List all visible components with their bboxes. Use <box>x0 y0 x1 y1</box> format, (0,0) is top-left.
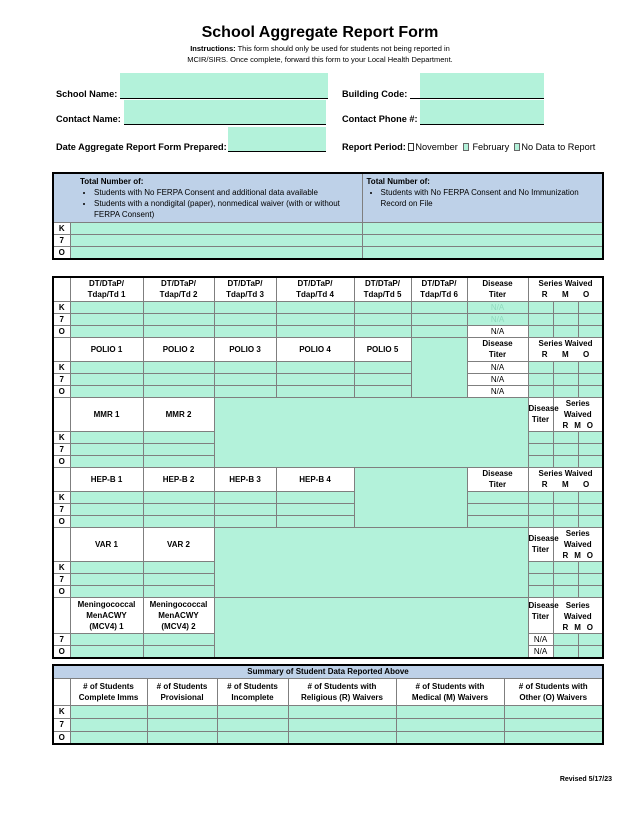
cell[interactable] <box>354 361 411 373</box>
cell[interactable] <box>528 385 553 397</box>
cell[interactable] <box>143 325 214 337</box>
hepb-1-header: HEP-B 1 <box>70 467 143 491</box>
cell[interactable] <box>143 503 214 515</box>
cell[interactable] <box>70 718 147 731</box>
row-label: 7 <box>53 573 70 585</box>
february-checkbox[interactable] <box>463 143 469 151</box>
unused-block <box>214 597 528 658</box>
disease-titer-header: Disease Titer <box>467 467 528 491</box>
unused-block <box>354 467 467 527</box>
cell[interactable] <box>553 361 578 373</box>
summary-title: Summary of Student Data Reported Above <box>53 665 603 678</box>
dtap-5-header: DT/DTaP/ Tdap/Td 5 <box>354 277 411 301</box>
cell[interactable] <box>553 573 578 585</box>
series-waived-header: Series Waived R M O <box>553 527 603 561</box>
disease-titer-header: Disease Titer <box>528 597 553 633</box>
var-1-header: VAR 1 <box>70 527 143 561</box>
cell[interactable] <box>147 705 217 718</box>
cell[interactable] <box>578 645 603 658</box>
cell[interactable] <box>354 385 411 397</box>
cell[interactable] <box>578 633 603 645</box>
mcv-2-header: Meningococcal MenACWY (MCV4) 2 <box>143 597 214 633</box>
cell[interactable] <box>578 361 603 373</box>
building-code-label: Building Code: <box>342 89 408 99</box>
cell[interactable] <box>214 503 276 515</box>
cell[interactable] <box>217 731 288 744</box>
cell[interactable] <box>70 455 143 467</box>
cell[interactable] <box>578 385 603 397</box>
summary-col-other: # of Students with Other (O) Waivers <box>504 678 603 705</box>
cell[interactable] <box>70 301 143 313</box>
cell[interactable] <box>276 301 354 313</box>
row-label: K <box>53 301 70 313</box>
totals-right-item: • Students with No FERPA Consent and No Immunization Record on File <box>381 187 599 209</box>
mcv-header-row <box>53 597 603 633</box>
report-period-label: Report Period: <box>342 142 406 152</box>
cell[interactable] <box>578 431 603 443</box>
cell[interactable] <box>553 633 578 645</box>
cell[interactable] <box>143 561 214 573</box>
series-waived-header: Series Waived R M O <box>528 337 603 361</box>
cell[interactable] <box>354 325 411 337</box>
cell[interactable] <box>276 325 354 337</box>
row-label: K <box>53 491 70 503</box>
cell[interactable] <box>276 515 354 527</box>
series-waived-header: Series Waived R M O <box>553 597 603 633</box>
cell[interactable] <box>553 585 578 597</box>
cell[interactable] <box>354 313 411 325</box>
var-2-header: VAR 2 <box>143 527 214 561</box>
cell[interactable] <box>553 455 578 467</box>
dtap-2-header: DT/DTaP/ Tdap/Td 2 <box>143 277 214 301</box>
instructions <box>150 43 490 65</box>
polio-header-row <box>53 337 603 361</box>
cell[interactable] <box>143 431 214 443</box>
hepb-3-header: HEP-B 3 <box>214 467 276 491</box>
cell[interactable] <box>214 515 276 527</box>
summary-table <box>52 664 604 745</box>
row-label: 7 <box>53 718 70 731</box>
cell[interactable] <box>553 491 578 503</box>
cell[interactable] <box>214 373 276 385</box>
cell[interactable] <box>70 573 143 585</box>
cell[interactable] <box>553 373 578 385</box>
cell[interactable] <box>578 561 603 573</box>
no-data-checkbox[interactable] <box>514 143 520 151</box>
contact-phone-input[interactable] <box>420 111 544 125</box>
totals-cell[interactable] <box>70 247 362 260</box>
na-cell: N/A <box>467 373 528 385</box>
cell[interactable] <box>70 585 143 597</box>
cell[interactable] <box>276 503 354 515</box>
row-label: K <box>53 361 70 373</box>
cell[interactable] <box>70 313 143 325</box>
totals-right-title: Total Number of: <box>366 177 430 186</box>
cell[interactable] <box>143 373 214 385</box>
february-label: February <box>472 142 510 152</box>
cell[interactable] <box>70 645 143 658</box>
var-header-row <box>53 527 603 561</box>
totals-cell[interactable] <box>70 223 362 235</box>
dtap-4-header: DT/DTaP/ Tdap/Td 4 <box>276 277 354 301</box>
disease-titer-header: Disease Titer <box>467 277 528 301</box>
disease-titer-header: Disease Titer <box>467 337 528 361</box>
polio-1-header: POLIO 1 <box>70 337 143 361</box>
cell[interactable] <box>528 491 553 503</box>
series-waived-header: Series Waived R M O <box>528 277 603 301</box>
corner-cell <box>53 397 70 431</box>
totals-left-header <box>53 173 362 223</box>
row-label: 7 <box>53 633 70 645</box>
totals-table <box>52 172 604 260</box>
na-cell: N/A <box>528 645 553 658</box>
cell[interactable] <box>553 301 578 313</box>
cell[interactable] <box>147 718 217 731</box>
cell[interactable] <box>528 431 553 443</box>
cell[interactable] <box>528 585 553 597</box>
unused-block <box>214 397 528 467</box>
mmr-2-header: MMR 2 <box>143 397 214 431</box>
cell[interactable] <box>70 731 147 744</box>
unused-block <box>411 337 467 397</box>
instructions-line1: This form should only be used for students not being reported in <box>237 44 450 53</box>
cell[interactable] <box>143 491 214 503</box>
cell[interactable] <box>70 373 143 385</box>
cell[interactable] <box>528 515 553 527</box>
cell[interactable] <box>70 705 147 718</box>
cell[interactable] <box>70 503 143 515</box>
cell[interactable] <box>528 313 553 325</box>
cell[interactable] <box>143 585 214 597</box>
totals-right-header <box>362 173 603 223</box>
cell[interactable] <box>528 325 553 337</box>
cell[interactable] <box>578 313 603 325</box>
cell[interactable] <box>578 325 603 337</box>
cell[interactable] <box>396 718 504 731</box>
row-label: 7 <box>53 443 70 455</box>
mcv-1-header: Meningococcal MenACWY (MCV4) 1 <box>70 597 143 633</box>
cell[interactable] <box>143 455 214 467</box>
row-label: 7 <box>53 235 70 247</box>
contact-name-label: Contact Name: <box>56 114 121 124</box>
corner-cell <box>53 597 70 633</box>
na-cell: N/A <box>467 385 528 397</box>
dtap-3-header: DT/DTaP/ Tdap/Td 3 <box>214 277 276 301</box>
row-label: K <box>53 223 70 235</box>
cell[interactable] <box>411 313 467 325</box>
cell[interactable] <box>396 705 504 718</box>
cell[interactable] <box>528 443 553 455</box>
row-label: O <box>53 325 70 337</box>
summary-col-medical: # of Students with Medical (M) Waivers <box>396 678 504 705</box>
cell[interactable] <box>143 313 214 325</box>
cell[interactable] <box>467 491 528 503</box>
cell[interactable] <box>578 503 603 515</box>
na-cell: N/A <box>467 361 528 373</box>
summary-col-incomplete: # of Students Incomplete <box>217 678 288 705</box>
row-label: O <box>53 731 70 744</box>
cell[interactable] <box>143 443 214 455</box>
report-period <box>342 142 595 152</box>
november-label: November <box>415 142 458 152</box>
cell[interactable] <box>528 361 553 373</box>
row-label: K <box>53 561 70 573</box>
row-label: O <box>53 455 70 467</box>
summary-col-provisional: # of Students Provisional <box>147 678 217 705</box>
mmr-header-row <box>53 397 603 431</box>
hepb-2-header: HEP-B 2 <box>143 467 214 491</box>
cell[interactable] <box>288 705 396 718</box>
cell[interactable] <box>528 455 553 467</box>
cell[interactable] <box>528 573 553 585</box>
contact-name-input[interactable] <box>124 111 326 125</box>
instructions-line2: MCIR/SIRS. Once complete, forward this form to your Local Health Department. <box>187 55 453 64</box>
cell[interactable] <box>143 301 214 313</box>
cell[interactable] <box>70 361 143 373</box>
summary-col-religious: # of Students with Religious (R) Waivers <box>288 678 396 705</box>
row-label: K <box>53 705 70 718</box>
cell[interactable] <box>217 718 288 731</box>
row-label: O <box>53 385 70 397</box>
cell[interactable] <box>147 731 217 744</box>
disease-titer-header: Disease Titer <box>528 527 553 561</box>
cell[interactable] <box>217 705 288 718</box>
corner-cell <box>53 467 70 491</box>
na-cell: N/A <box>528 633 553 645</box>
corner-cell <box>53 337 70 361</box>
summary-col-complete: # of Students Complete Imms <box>70 678 147 705</box>
row-label: O <box>53 247 70 260</box>
cell[interactable] <box>578 455 603 467</box>
date-prepared-input[interactable] <box>228 138 326 152</box>
corner-cell <box>53 527 70 561</box>
cell[interactable] <box>354 301 411 313</box>
polio-4-header: POLIO 4 <box>276 337 354 361</box>
cell[interactable] <box>553 645 578 658</box>
cell[interactable] <box>553 325 578 337</box>
cell[interactable] <box>70 491 143 503</box>
cell[interactable] <box>143 385 214 397</box>
cell[interactable] <box>578 373 603 385</box>
totals-cell[interactable] <box>362 223 603 235</box>
cell[interactable] <box>467 515 528 527</box>
cell[interactable] <box>504 718 603 731</box>
cell[interactable] <box>70 385 143 397</box>
school-name-label: School Name: <box>56 89 118 99</box>
cell[interactable] <box>528 561 553 573</box>
na-cell: N/A <box>467 301 528 313</box>
cell[interactable] <box>70 431 143 443</box>
november-checkbox[interactable] <box>408 143 414 151</box>
totals-cell[interactable] <box>362 235 603 247</box>
cell[interactable] <box>288 718 396 731</box>
hepb-header-row <box>53 467 603 491</box>
row-label: O <box>53 515 70 527</box>
cell[interactable] <box>578 515 603 527</box>
cell[interactable] <box>578 585 603 597</box>
cell[interactable] <box>143 645 214 658</box>
row-label: 7 <box>53 373 70 385</box>
cell[interactable] <box>276 373 354 385</box>
cell[interactable] <box>504 731 603 744</box>
contact-phone-label: Contact Phone #: <box>342 114 418 124</box>
corner-cell <box>53 678 70 705</box>
polio-5-header: POLIO 5 <box>354 337 411 361</box>
no-data-label: No Data to Report <box>521 142 596 152</box>
cell[interactable] <box>396 731 504 744</box>
cell[interactable] <box>288 731 396 744</box>
cell[interactable] <box>143 361 214 373</box>
cell[interactable] <box>70 515 143 527</box>
hepb-4-header: HEP-B 4 <box>276 467 354 491</box>
cell[interactable] <box>276 313 354 325</box>
cell[interactable] <box>70 633 143 645</box>
cell[interactable] <box>70 443 143 455</box>
cell[interactable] <box>578 443 603 455</box>
totals-left-title: Total Number of: <box>80 177 144 186</box>
cell[interactable] <box>528 503 553 515</box>
polio-2-header: POLIO 2 <box>143 337 214 361</box>
revised-date: Revised 5/17/23 <box>559 776 612 783</box>
cell[interactable] <box>411 301 467 313</box>
polio-3-header: POLIO 3 <box>214 337 276 361</box>
cell[interactable] <box>467 503 528 515</box>
cell[interactable] <box>276 361 354 373</box>
cell[interactable] <box>214 361 276 373</box>
school-name-input[interactable] <box>120 85 328 99</box>
cell[interactable] <box>578 573 603 585</box>
cell[interactable] <box>214 325 276 337</box>
cell[interactable] <box>553 515 578 527</box>
dtap-1-header: DT/DTaP/ Tdap/Td 1 <box>70 277 143 301</box>
totals-cell[interactable] <box>362 247 603 260</box>
na-cell: N/A <box>467 313 528 325</box>
form-title: School Aggregate Report Form <box>201 24 439 41</box>
totals-cell[interactable] <box>70 235 362 247</box>
totals-left-item: • Students with No FERPA Consent and additional data available <box>94 187 358 198</box>
cell[interactable] <box>214 385 276 397</box>
cell[interactable] <box>70 561 143 573</box>
cell[interactable] <box>214 491 276 503</box>
cell[interactable] <box>553 431 578 443</box>
unused-block <box>214 527 528 597</box>
cell[interactable] <box>354 373 411 385</box>
cell[interactable] <box>411 325 467 337</box>
cell[interactable] <box>528 373 553 385</box>
series-waived-header: Series Waived R M O <box>553 397 603 431</box>
series-waived-header: Series Waived R M O <box>528 467 603 491</box>
cell[interactable] <box>214 313 276 325</box>
cell[interactable] <box>578 301 603 313</box>
row-label: K <box>53 431 70 443</box>
cell[interactable] <box>143 573 214 585</box>
totals-left-item: • Students with a nondigital (paper), nonmedical waiver (with or without FERPA Consent) <box>94 198 358 220</box>
row-label: 7 <box>53 503 70 515</box>
cell[interactable] <box>504 705 603 718</box>
cell[interactable] <box>553 313 578 325</box>
disease-titer-header: Disease Titer <box>528 397 553 431</box>
dtap-6-header: DT/DTaP/ Tdap/Td 6 <box>411 277 467 301</box>
cell[interactable] <box>276 491 354 503</box>
na-cell: N/A <box>467 325 528 337</box>
cell[interactable] <box>70 325 143 337</box>
dtap-header-row <box>53 277 603 301</box>
cell[interactable] <box>214 301 276 313</box>
row-label: O <box>53 645 70 658</box>
instructions-label: Instructions: <box>190 44 236 53</box>
row-label: O <box>53 585 70 597</box>
cell[interactable] <box>528 301 553 313</box>
cell[interactable] <box>553 385 578 397</box>
cell[interactable] <box>553 443 578 455</box>
cell[interactable] <box>553 561 578 573</box>
vaccine-table <box>52 276 604 659</box>
mmr-1-header: MMR 1 <box>70 397 143 431</box>
building-code-input[interactable] <box>410 85 544 99</box>
cell[interactable] <box>276 385 354 397</box>
cell[interactable] <box>578 491 603 503</box>
cell[interactable] <box>143 633 214 645</box>
cell[interactable] <box>553 503 578 515</box>
date-prepared-label: Date Aggregate Report Form Prepared: <box>56 142 227 152</box>
corner-cell <box>53 277 70 301</box>
row-label: 7 <box>53 313 70 325</box>
cell[interactable] <box>143 515 214 527</box>
